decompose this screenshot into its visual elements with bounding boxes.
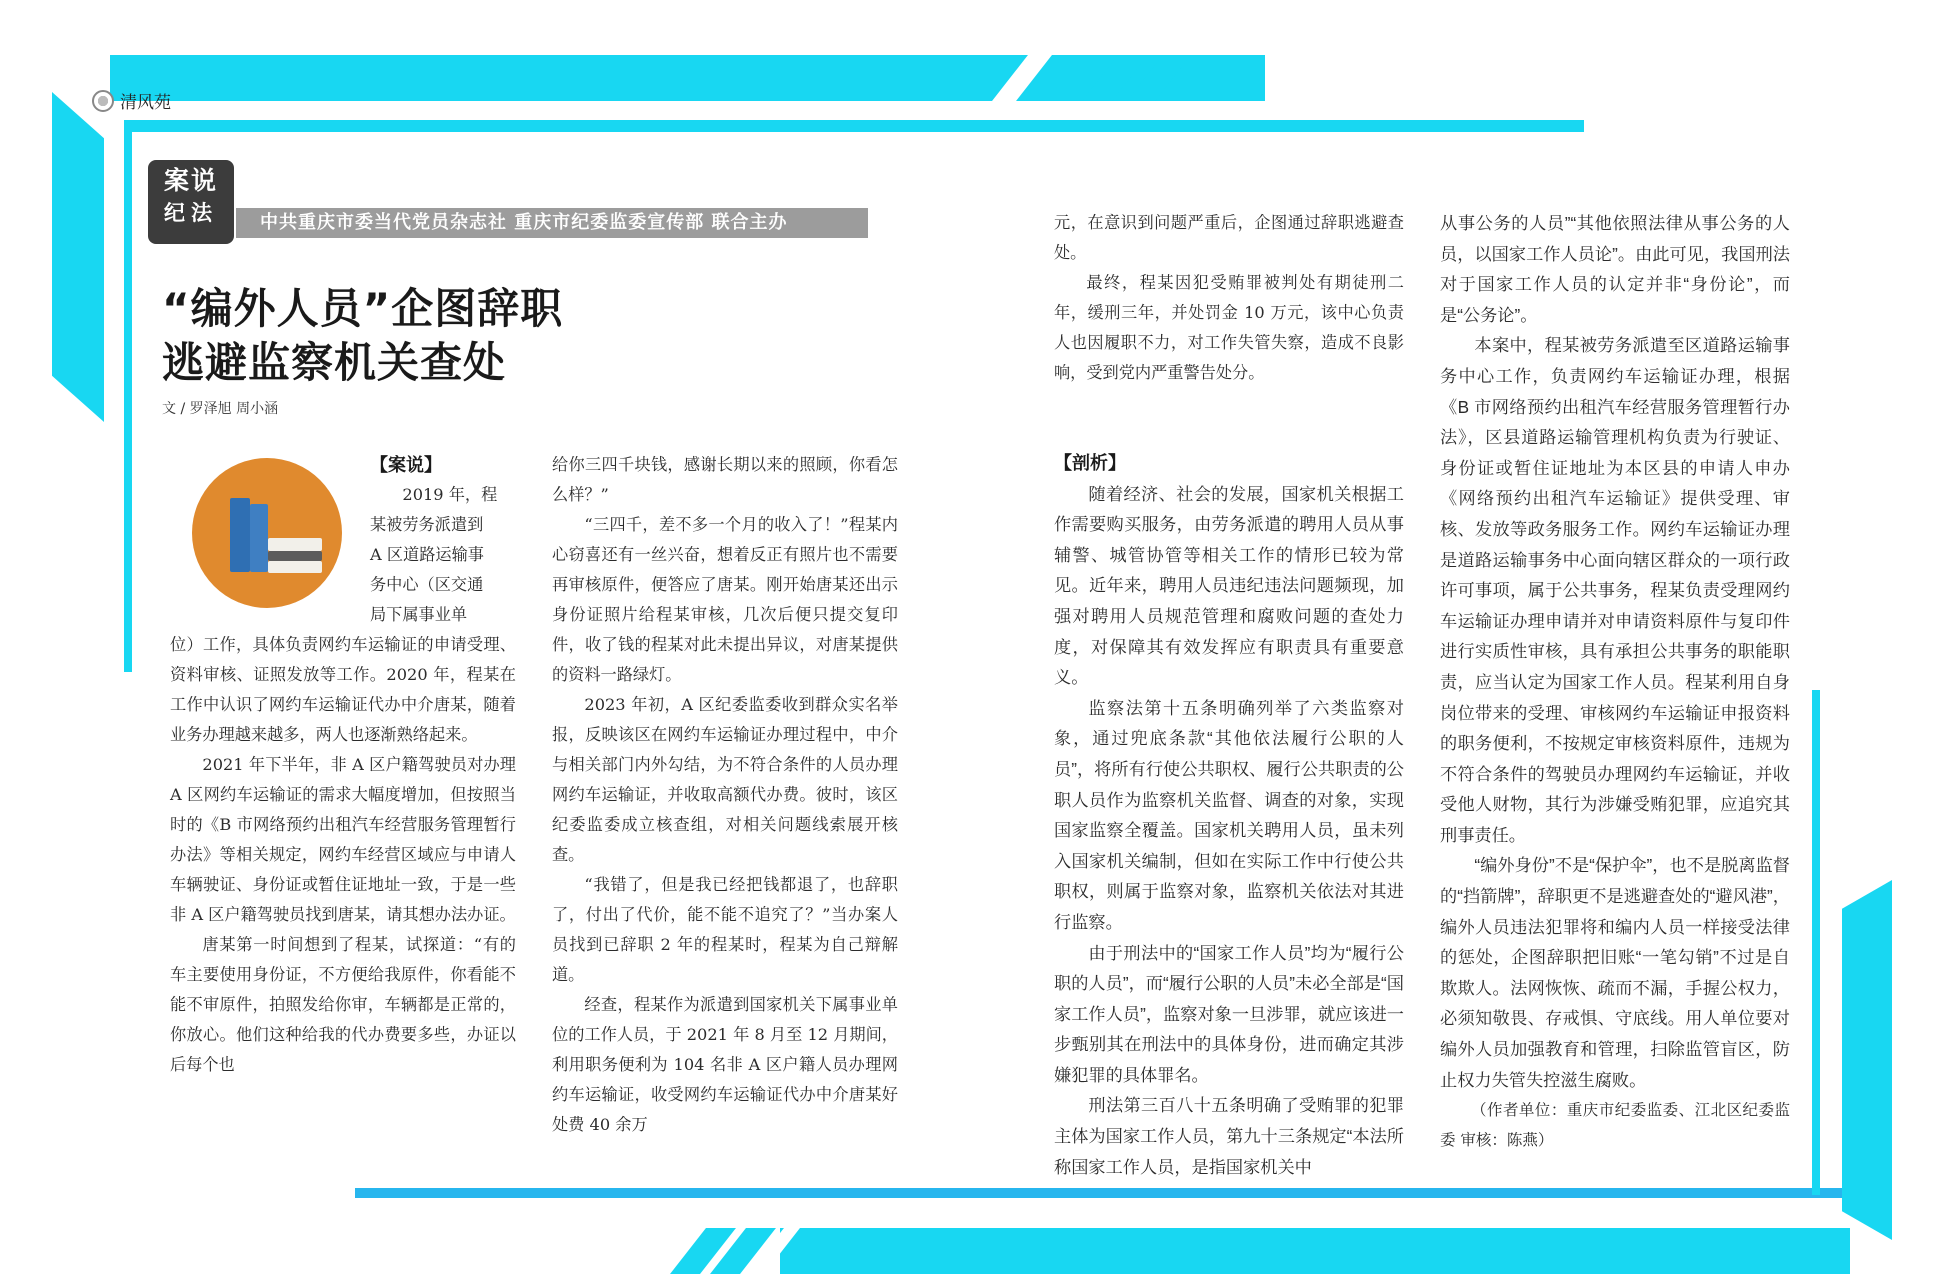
col4-para-2: 本案中，程某被劳务派遣至区道路运输事务中心工作，负责网约车运输证办理，根据《B 市网络预约出租汽车经营服务管理暂行办法》，区县道路运输管理机构负责为行驶证、身份证或暂住证地址为本区县的申请人申办《网络预约出租汽车运输证》提供受理、审核、发放等政务服务工作。网约车运输证办理是道路运输事务中心面向辖区群众的一项行政许可事项，属于公共事务，程某负责受理网约车运输证办理申请并对申请资料原件与复印件进行实质性审核，具有承担公共事务的职能职责，应当认定为国家工作人员。程某利用自身岗位带来的受理、审核网约车运输证申报资料的职务便利，不按规定审核资料原件，违规为不符合条件的驾驶员办理网约车运输证，并收受他人财物，其行为涉嫌受贿犯罪，应追究其刑事责任。 <box>1440 335 1790 845</box>
sponsor-bar: 中共重庆市委当代党员杂志社 重庆市纪委监委宣传部 联合主办 <box>236 208 868 238</box>
case-para-3: 唐某第一时间想到了程某，试探道：“有的车主要使用身份证，不方便给我原件，你看能不能不审原件，拍照发给你审，车辆都是正常的，你放心。他们这种给我的代办费要多些，办证以后每个也 <box>170 935 516 1074</box>
case-para-1d: 务中心（区交通 <box>370 575 484 594</box>
analysis-col3 <box>1054 448 1404 1182</box>
case-para-2: 2021 年下半年，非 A 区户籍驾驶员对办理 A 区网约车运输证的需求大幅度增加，但按照当时的《B 市网络预约出租汽车经营服务管理暂行办法》等相关规定，网约车经营区域应与申请人车辆驶证、身份证或暂住证地址一致，于是一些非 A 区户籍驾驶员找到唐某，请其想办法办证。 <box>170 755 516 924</box>
case-para-1b: 某被劳务派遣到 <box>370 515 484 534</box>
case-narrative-col2 <box>552 450 898 1140</box>
col3-para-1: 元，在意识到问题严重后，企图通过辞职逃避查处。 <box>1054 213 1404 262</box>
col3-para-3: 随着经济、社会的发展，国家机关根据工作需要购买服务，由劳务派遣的聘用人员从事辅警、城管协管等相关工作的情形已较为常见。近年来，聘用人员违纪违法问题频现，加强对聘用人员规范管理和腐败问题的查处力度，对保障其有效发挥应有职责具有重要意义。 <box>1054 483 1404 688</box>
binder-illustration <box>192 458 342 608</box>
column-badge-line2: 纪法 <box>164 200 218 225</box>
case-narrative-col1 <box>370 450 516 630</box>
col2-para-3: 2023 年初，A 区纪委监委收到群众实名举报，反映该区在网约车运输证办理过程中，中介与相关部门内外勾结，为不符合条件的人员办理网约车运输证，并收取高额代办费。彼时，该区纪委监委成立核查组，对相关问题线索展开核查。 <box>552 695 898 864</box>
col3-para-2: 最终，程某因犯受贿罪被判处有期徒刑二年，缓刑三年，并处罚金 10 万元，该中心负责人也因履职不力，对工作失管失察，造成不良影响，受到党内严重警告处分。 <box>1054 273 1404 382</box>
column-badge <box>148 160 234 244</box>
col2-para-4: “我错了，但是我已经把钱都退了，也辞职了，付出了代价，能不能不追究了？”当办案人员找到已辞职 2 年的程某时，程某为自己辩解道。 <box>552 875 898 984</box>
col2-para-1: 给你三四千块钱，感谢长期以来的照顾，你看怎么样？” <box>552 455 898 504</box>
case-para-1a: 2019 年，程 <box>402 485 498 504</box>
col3-para-4: 监察法第十五条明确列举了六类监察对象，通过兜底条款“其他依法履行公职的人员”，将所有行使公共职权、履行公共职责的公职人员作为监察机关监督、调查的对象，实现国家监察全覆盖。国家机关聘用人员，虽未列入国家机关编制，但如在实际工作中行使公共职权，则属于监察对象，监察机关依法对其进行监察。 <box>1054 697 1404 932</box>
article-title <box>162 282 563 390</box>
col2-para-2: “三四千，差不多一个月的收入了！”程某内心窃喜还有一丝兴奋，想着反正有照片也不需要再审核原件，便答应了唐某。刚开始唐某还出示身份证照片给程某审核，几次后便只提交复印件，收了钱的程某对此未提出异议，对唐某提供的资料一路绿灯。 <box>552 515 898 684</box>
case-para-1c: A 区道路运输事 <box>370 545 484 564</box>
col2-para-5: 经查，程某作为派遣到国家机关下属事业单位的工作人员，于 2021 年 8 月至 12 月期间，利用职务便利为 104 名非 A 区户籍人员办理网约车运输证，收受网约车运输证代办中介唐某好处费 40 余万 <box>552 995 898 1134</box>
case-para-1e: 局下属事业单 <box>370 605 468 624</box>
col3-para-5: 由于刑法中的“国家工作人员”均为“履行公职的人员”，而“履行公职的人员”未必全部是“国家工作人员”，监察对象一旦涉罪，就应该进一步甄别其在刑法中的具体身份，进而确定其涉嫌犯罪的具体罪名。 <box>1054 942 1404 1085</box>
title-line1: “编外人员”企图辞职 <box>162 284 564 333</box>
author-credit: （作者单位：重庆市纪委监委、江北区纪委监委 审核：陈燕） <box>1440 1101 1790 1150</box>
title-line2: 逃避监察机关查处 <box>162 338 507 387</box>
col3-para-6: 刑法第三百八十五条明确了受贿罪的犯罪主体为国家工作人员，第九十三条规定“本法所称国家工作人员，是指国家机关中 <box>1054 1095 1404 1177</box>
col4-para-1: 从事公务的人员”“其他依照法律从事公务的人员，以国家工作人员论”。由此可见，我国刑法对于国家工作人员的认定并非“身份论”，而是“公务论”。 <box>1440 213 1790 325</box>
byline: 文 / 罗泽旭 周小涵 <box>162 401 279 417</box>
emblem-icon <box>92 90 114 112</box>
brand <box>92 88 171 113</box>
column-badge-line1: 案说 <box>163 166 218 195</box>
col3-top <box>1054 208 1404 388</box>
analysis-col4 <box>1440 208 1790 1155</box>
brand-name: 清风苑 <box>120 93 171 113</box>
analysis-heading: 【剖析】 <box>1054 453 1126 473</box>
col4-para-3: “编外身份”不是“保护伞”，也不是脱离监督的“挡箭牌”，辞职更不是逃避查处的“避风港”，编外人员违法犯罪将和编内人员一样接受法律的惩处，企图辞职把旧账“一笔勾销”不过是自欺欺人。法网恢恢、疏而不漏，手握公权力，必须知敬畏、存戒惧、守底线。用人单位要对编外人员加强教育和管理，扫除监管盲区，防止权力失管失控滋生腐败。 <box>1440 855 1790 1090</box>
case-para-1-rest: 位）工作，具体负责网约车运输证的申请受理、资料审核、证照发放等工作。2020 年，程某在工作中认识了网约车运输证代办中介唐某，随着业务办理越来越多，两人也逐渐熟络起来。 <box>170 635 516 744</box>
case-narrative-col1-body <box>170 630 516 1080</box>
case-heading: 【案说】 <box>370 455 442 475</box>
